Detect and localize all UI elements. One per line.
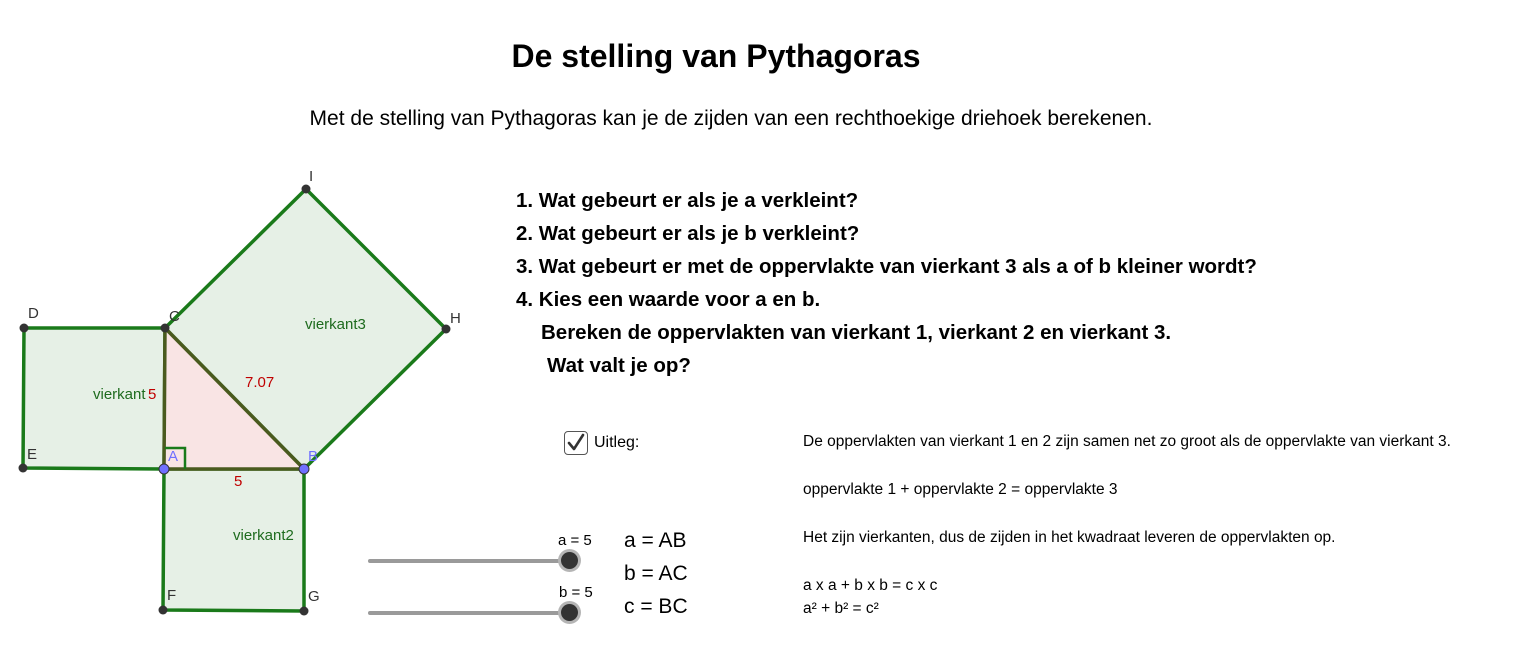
point-label-e: E <box>27 446 38 463</box>
slider-b-handle[interactable] <box>561 604 578 621</box>
equation-b: b = AC <box>624 562 688 585</box>
checkmark-icon <box>566 433 586 453</box>
question-3: 3. Wat gebeurt er met de oppervlakte van vierkant 3 als a of b kleiner wordt? <box>516 255 1257 278</box>
square-1-label: vierkant <box>93 386 146 403</box>
side-ac-value: 5 <box>148 386 157 403</box>
point-label-g: G <box>308 588 320 605</box>
question-1: 1. Wat gebeurt er als je a verkleint? <box>516 189 859 212</box>
point-f-marker[interactable] <box>159 606 168 615</box>
uitleg-line-1: De oppervlakten van vierkant 1 en 2 zijn samen net zo groot als de oppervlakte van vierkant 3. <box>803 433 1451 450</box>
square-2-label: vierkant2 <box>233 527 294 544</box>
point-label-i: I <box>309 168 314 185</box>
point-label-a: A <box>168 448 179 465</box>
point-label-c: C <box>169 308 180 325</box>
uitleg-checkbox[interactable] <box>564 431 588 455</box>
slider-a-label: a = 5 <box>558 532 592 549</box>
uitleg-line-3: Het zijn vierkanten, dus de zijden in het kwadraat leveren de oppervlakten op. <box>803 529 1336 546</box>
slider-a[interactable] <box>368 551 572 571</box>
point-i-marker[interactable] <box>302 185 311 194</box>
question-2: 2. Wat gebeurt er als je b verkleint? <box>516 222 860 245</box>
uitleg-line-2: oppervlakte 1 + oppervlakte 2 = oppervlakte 3 <box>803 481 1118 498</box>
uitleg-toggle[interactable] <box>564 431 639 455</box>
slider-b[interactable] <box>368 603 572 623</box>
equation-a: a = AB <box>624 529 687 552</box>
square-3-label: vierkant3 <box>305 316 366 333</box>
equation-c: c = BC <box>624 595 688 618</box>
side-ab-value: 5 <box>234 473 243 490</box>
point-label-b: B <box>308 448 319 465</box>
uitleg-line-4: a x a + b x b = c x c <box>803 577 938 594</box>
slider-b-track[interactable] <box>368 611 570 615</box>
point-d-marker[interactable] <box>20 324 29 333</box>
point-label-d: D <box>28 305 39 322</box>
uitleg-line-5: a² + b² = c² <box>803 600 879 617</box>
question-4-followup: Wat valt je op? <box>547 354 691 377</box>
question-list <box>516 184 1257 382</box>
page-title: De stelling van Pythagoras <box>511 38 921 74</box>
point-b-marker[interactable] <box>299 464 309 474</box>
point-g-marker[interactable] <box>300 607 309 616</box>
slider-a-handle[interactable] <box>561 552 578 569</box>
uitleg-label: Uitleg: <box>594 434 640 451</box>
slider-a-track[interactable] <box>368 559 570 563</box>
question-4-continuation: Bereken de oppervlakten van vierkant 1, vierkant 2 en vierkant 3. <box>541 321 1172 344</box>
question-4: 4. Kies een waarde voor a en b. <box>516 288 821 311</box>
slider-b-label: b = 5 <box>559 584 593 601</box>
point-label-f: F <box>167 587 177 604</box>
point-a-marker[interactable] <box>159 464 169 474</box>
page-subtitle: Met de stelling van Pythagoras kan je de zijden van een rechthoekige driehoek berekenen. <box>309 107 1153 130</box>
side-bc-value: 7.07 <box>245 374 275 391</box>
point-e-marker[interactable] <box>19 464 28 473</box>
point-label-h: H <box>450 310 461 327</box>
